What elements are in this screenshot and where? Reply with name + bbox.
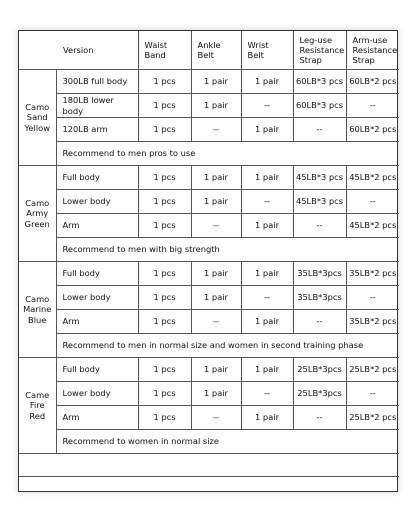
- ankle-belt-cell: [191, 118, 241, 142]
- header-ankle-belt-label: Ankle Belt: [197, 39, 221, 60]
- item-cell: [56, 310, 138, 334]
- waist-band-cell-text: 1 pcs: [153, 196, 176, 207]
- item-cell-text: Full body: [62, 172, 100, 183]
- header-row: [19, 31, 399, 70]
- leg-strap-cell-text: 45LB*3 pcs: [295, 172, 344, 183]
- color-group-label: Camo Sand Yellow: [24, 102, 51, 133]
- ankle-belt-cell: [191, 358, 241, 382]
- waist-band-cell-text: 1 pcs: [153, 100, 176, 111]
- footer-cell: [19, 454, 399, 477]
- waist-band-cell-text: 1 pcs: [153, 388, 176, 399]
- item-cell: [56, 118, 138, 142]
- item-cell-text: 180LB lower body: [62, 95, 114, 116]
- wrist-belt-cell-text: 1 pair: [255, 316, 279, 327]
- waist-band-cell-text: 1 pcs: [153, 220, 176, 231]
- wrist-belt-cell-text: 1 pair: [255, 412, 279, 423]
- ankle-belt-cell: [191, 406, 241, 430]
- header-leg-strap: [293, 31, 346, 70]
- waist-band-cell-text: 1 pcs: [153, 364, 176, 375]
- ankle-belt-cell: [191, 190, 241, 214]
- ankle-belt-cell-text: 1 pair: [204, 172, 228, 183]
- wrist-belt-cell-text: --: [264, 388, 271, 399]
- arm-strap-cell-text: --: [369, 292, 376, 303]
- wrist-belt-cell-text: --: [264, 100, 271, 111]
- arm-strap-cell: [346, 190, 399, 214]
- item-cell: [56, 406, 138, 430]
- ankle-belt-cell-text: --: [213, 124, 220, 135]
- wrist-belt-cell: [241, 262, 293, 286]
- wrist-belt-cell: [241, 214, 293, 238]
- wrist-belt-cell: [241, 190, 293, 214]
- waist-band-cell: [138, 166, 191, 190]
- arm-strap-cell-text: 25LB*2 pcs: [349, 364, 397, 375]
- ankle-belt-cell: [191, 214, 241, 238]
- wrist-belt-cell-text: 1 pair: [255, 76, 279, 87]
- waist-band-cell-text: 1 pcs: [153, 316, 176, 327]
- wrist-belt-cell-text: 1 pair: [255, 364, 279, 375]
- item-cell-text: 120LB arm: [62, 124, 108, 135]
- ankle-belt-cell: [191, 286, 241, 310]
- color-group-cell: [19, 358, 56, 454]
- recommendation-row: [19, 430, 399, 454]
- item-cell: [56, 358, 138, 382]
- item-cell: [56, 382, 138, 406]
- leg-strap-cell-text: 35LB*3pcs: [297, 292, 342, 303]
- leg-strap-cell-text: 25LB*3pcs: [297, 388, 342, 399]
- color-group-label: Came Fire Red: [25, 390, 50, 421]
- wrist-belt-cell: [241, 70, 293, 94]
- arm-strap-cell-text: 60LB*2 pcs: [349, 124, 397, 135]
- recommendation-row: [19, 334, 399, 358]
- waist-band-cell-text: 1 pcs: [153, 268, 176, 279]
- item-cell-text: Lower body: [62, 196, 111, 207]
- leg-strap-cell-text: --: [316, 316, 323, 327]
- arm-strap-cell: [346, 118, 399, 142]
- table-row: [19, 94, 399, 118]
- wrist-belt-cell: [241, 406, 293, 430]
- waist-band-cell: [138, 310, 191, 334]
- table-row: [19, 358, 399, 382]
- recommendation-row: [19, 238, 399, 262]
- item-cell: [56, 94, 138, 118]
- arm-strap-cell: [346, 358, 399, 382]
- ankle-belt-cell-text: 1 pair: [204, 388, 228, 399]
- wrist-belt-cell: [241, 358, 293, 382]
- arm-strap-cell: [346, 406, 399, 430]
- recommendation-cell: [56, 334, 399, 358]
- item-cell: [56, 190, 138, 214]
- header-wrist-belt: [241, 31, 293, 70]
- arm-strap-cell: [346, 382, 399, 406]
- leg-strap-cell: [293, 358, 346, 382]
- recommendation-text: Recommend to women in normal size: [62, 436, 219, 447]
- waist-band-cell: [138, 406, 191, 430]
- ankle-belt-cell-text: 1 pair: [204, 292, 228, 303]
- arm-strap-cell-text: 35LB*2 pcs: [349, 268, 397, 279]
- item-cell: [56, 70, 138, 94]
- arm-strap-cell-text: --: [369, 388, 376, 399]
- recommendation-row: [19, 142, 399, 166]
- leg-strap-cell: [293, 94, 346, 118]
- arm-strap-cell: [346, 310, 399, 334]
- table-row: [19, 286, 399, 310]
- arm-strap-cell-text: 60LB*2 pcs: [349, 76, 397, 87]
- leg-strap-cell: [293, 262, 346, 286]
- item-cell-text: 300LB full body: [62, 76, 128, 87]
- ankle-belt-cell-text: 1 pair: [204, 100, 228, 111]
- ankle-belt-cell: [191, 382, 241, 406]
- spec-table: [19, 31, 399, 477]
- wrist-belt-cell-text: 1 pair: [255, 172, 279, 183]
- waist-band-cell: [138, 358, 191, 382]
- item-cell-text: Lower body: [62, 388, 111, 399]
- arm-strap-cell-text: --: [369, 196, 376, 207]
- ankle-belt-cell: [191, 94, 241, 118]
- leg-strap-cell-text: 60LB*3 pcs: [295, 100, 344, 111]
- arm-strap-cell: [346, 214, 399, 238]
- arm-strap-cell-text: 45LB*2 pcs: [349, 220, 397, 231]
- recommendation-cell: [56, 430, 399, 454]
- waist-band-cell-text: 1 pcs: [153, 172, 176, 183]
- item-cell-text: Lower body: [62, 292, 111, 303]
- wrist-belt-cell: [241, 94, 293, 118]
- ankle-belt-cell: [191, 70, 241, 94]
- recommendation-text: Recommend to men with big strength: [62, 244, 220, 255]
- waist-band-cell: [138, 70, 191, 94]
- arm-strap-cell: [346, 166, 399, 190]
- header-wrist-belt-label: Wrist Belt: [247, 39, 269, 60]
- header-waist-band-label: Waist Band: [144, 39, 168, 60]
- color-group-label: Camo Army Green: [24, 198, 50, 229]
- ankle-belt-cell-text: --: [213, 220, 220, 231]
- table-row: [19, 70, 399, 94]
- item-cell-text: Arm: [62, 220, 80, 231]
- header-arm-strap: [346, 31, 399, 70]
- recommendation-text: Recommend to men in normal size and women in second training phase: [62, 340, 364, 351]
- header-version-label: Version: [63, 44, 94, 55]
- ankle-belt-cell-text: --: [213, 412, 220, 423]
- wrist-belt-cell: [241, 382, 293, 406]
- color-group-cell: [19, 262, 56, 358]
- arm-strap-cell-text: --: [369, 100, 376, 111]
- leg-strap-cell-text: 45LB*3 pcs: [295, 196, 344, 207]
- arm-strap-cell: [346, 286, 399, 310]
- header-waist-band: [138, 31, 191, 70]
- color-group-label: Camo Marine Blue: [23, 294, 52, 325]
- arm-strap-cell-text: 35LB*2 pcs: [349, 316, 397, 327]
- waist-band-cell: [138, 214, 191, 238]
- leg-strap-cell-text: 35LB*3pcs: [297, 268, 342, 279]
- item-cell-text: Arm: [62, 412, 80, 423]
- arm-strap-cell-text: 45LB*2 pcs: [349, 172, 397, 183]
- leg-strap-cell: [293, 214, 346, 238]
- leg-strap-cell: [293, 70, 346, 94]
- header-version: [19, 31, 138, 70]
- waist-band-cell: [138, 94, 191, 118]
- waist-band-cell-text: 1 pcs: [153, 292, 176, 303]
- table-row: [19, 310, 399, 334]
- item-cell-text: Full body: [62, 364, 100, 375]
- header-leg-strap-label: Leg-use Resistance Strap: [299, 34, 345, 66]
- table-row: [19, 406, 399, 430]
- table-row: [19, 262, 399, 286]
- ankle-belt-cell: [191, 166, 241, 190]
- waist-band-cell-text: 1 pcs: [153, 76, 176, 87]
- leg-strap-cell: [293, 118, 346, 142]
- leg-strap-cell: [293, 406, 346, 430]
- leg-strap-cell-text: 25LB*3pcs: [297, 364, 342, 375]
- item-cell: [56, 286, 138, 310]
- wrist-belt-cell-text: 1 pair: [255, 124, 279, 135]
- recommendation-text: Recommend to men pros to use: [62, 148, 196, 159]
- leg-strap-cell-text: --: [316, 220, 323, 231]
- wrist-belt-cell: [241, 286, 293, 310]
- wrist-belt-cell-text: 1 pair: [255, 220, 279, 231]
- waist-band-cell-text: 1 pcs: [153, 124, 176, 135]
- table-row: [19, 166, 399, 190]
- header-arm-strap-label: Arm-use Resistance Strap: [352, 34, 398, 66]
- ankle-belt-cell-text: 1 pair: [204, 268, 228, 279]
- item-cell-text: Arm: [62, 316, 80, 327]
- arm-strap-cell: [346, 94, 399, 118]
- ankle-belt-cell: [191, 262, 241, 286]
- waist-band-cell: [138, 262, 191, 286]
- wrist-belt-cell-text: 1 pair: [255, 268, 279, 279]
- arm-strap-cell-text: 25LB*2 pcs: [349, 412, 397, 423]
- leg-strap-cell-text: 60LB*3 pcs: [295, 76, 344, 87]
- recommendation-cell: [56, 142, 399, 166]
- footer-row: [19, 454, 399, 477]
- ankle-belt-cell: [191, 310, 241, 334]
- table-row: [19, 118, 399, 142]
- wrist-belt-cell-text: --: [264, 196, 271, 207]
- waist-band-cell-text: 1 pcs: [153, 412, 176, 423]
- leg-strap-cell: [293, 166, 346, 190]
- leg-strap-cell: [293, 310, 346, 334]
- item-cell: [56, 214, 138, 238]
- wrist-belt-cell: [241, 118, 293, 142]
- leg-strap-cell-text: --: [316, 412, 323, 423]
- waist-band-cell: [138, 190, 191, 214]
- waist-band-cell: [138, 118, 191, 142]
- leg-strap-cell-text: --: [316, 124, 323, 135]
- color-group-cell: [19, 70, 56, 166]
- spec-sheet: [18, 30, 398, 492]
- item-cell-text: Full body: [62, 268, 100, 279]
- wrist-belt-cell: [241, 166, 293, 190]
- recommendation-cell: [56, 238, 399, 262]
- table-row: [19, 190, 399, 214]
- wrist-belt-cell: [241, 310, 293, 334]
- wrist-belt-cell-text: --: [264, 292, 271, 303]
- table-row: [19, 382, 399, 406]
- ankle-belt-cell-text: 1 pair: [204, 196, 228, 207]
- waist-band-cell: [138, 382, 191, 406]
- ankle-belt-cell-text: --: [213, 316, 220, 327]
- arm-strap-cell: [346, 262, 399, 286]
- item-cell: [56, 166, 138, 190]
- ankle-belt-cell-text: 1 pair: [204, 76, 228, 87]
- leg-strap-cell: [293, 190, 346, 214]
- item-cell: [56, 262, 138, 286]
- waist-band-cell: [138, 286, 191, 310]
- color-group-cell: [19, 166, 56, 262]
- leg-strap-cell: [293, 382, 346, 406]
- leg-strap-cell: [293, 286, 346, 310]
- arm-strap-cell: [346, 70, 399, 94]
- ankle-belt-cell-text: 1 pair: [204, 364, 228, 375]
- table-row: [19, 214, 399, 238]
- header-ankle-belt: [191, 31, 241, 70]
